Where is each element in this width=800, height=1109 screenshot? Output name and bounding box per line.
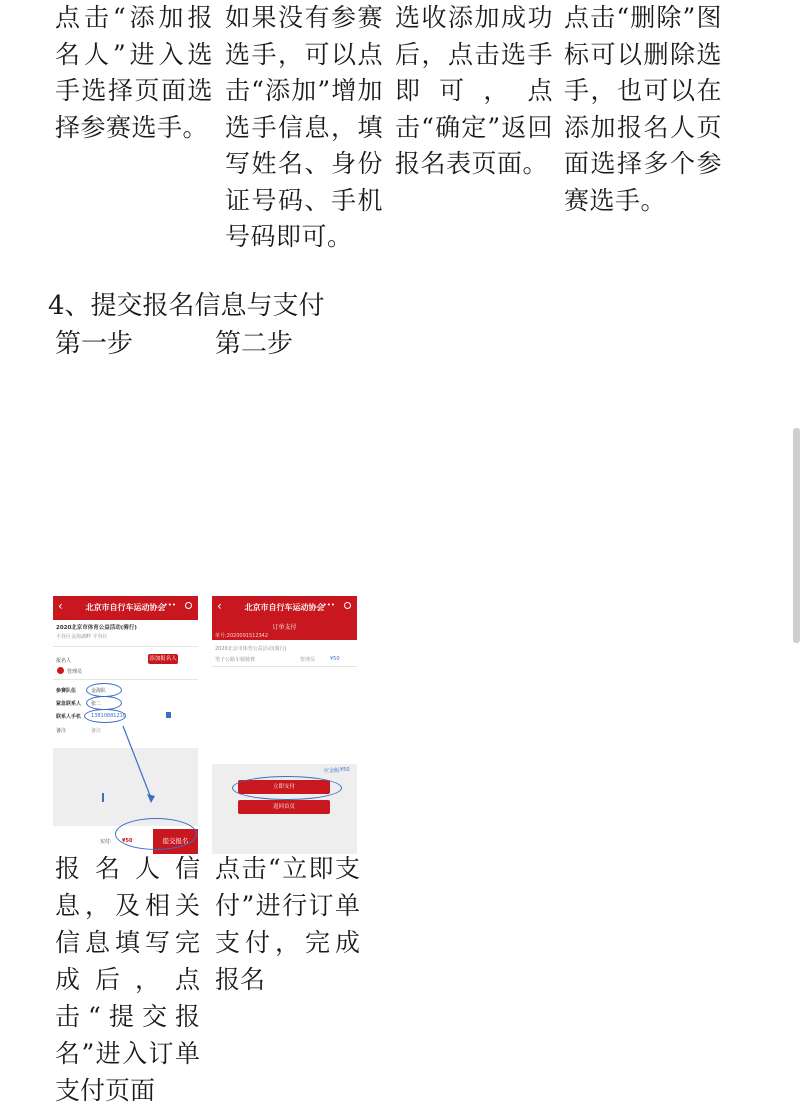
instruction-column-3: 选收添加成功后，点击选手即可，点击“确定”返回报名表页面。 [395,3,553,178]
contact-label: 紧急联系人 [56,701,82,707]
remark-label: 备注 [56,728,67,734]
event-title: 2020北京市体育公益活动(骑行) [56,625,137,631]
more-icon: ••• [322,601,335,609]
add-registrant-button: 添加报名人 [149,656,177,662]
record-icon [344,602,351,609]
item-price: ¥50 [330,656,340,662]
subheader: 订单支付 [272,624,297,631]
app-title: 北京市自行车运动协会 [85,603,166,612]
registrant-label: 报名人 [56,658,72,664]
item-person: 管理员 [300,657,316,663]
instruction-column-2: 如果没有参赛选手，可以点击“添加”增加选手信息，填写姓名、身份证号码、手机号码即可。 [225,3,383,251]
total-label: 应金额: [324,768,341,774]
remark-value: 备注 [91,728,102,734]
annotation-circle [232,776,342,800]
item-name: 男子公路车骑骑赛 [215,657,256,663]
team-value: 金海队 [91,688,107,694]
pay-now-button: 立即支付 [238,780,330,794]
back-icon: ‹ [58,599,63,613]
step-1-label: 第一步 [55,329,134,359]
event-subtitle: 平谷区金海湖畔 平谷区 [56,634,108,640]
more-icon: ••• [163,601,176,609]
instruction-column-1: 点击“添加报名人”进入选手选择页面选择参赛选手。 [55,3,213,142]
total-value: ¥50 [122,838,133,844]
annotation-arrow [53,596,198,854]
scrollbar[interactable] [793,428,800,643]
step-2-caption: 点击“立即支付”进行订单支付，完成报名 [215,854,360,994]
section-title: 4、提交报名信息与支付 [48,291,325,321]
order-number: 单号:2020091512342 [215,633,269,639]
divider [212,666,357,667]
return-home-button: 返回首页 [238,800,330,814]
submit-registration-button: 提交报名 [153,829,198,854]
team-label: 参赛队伍 [56,688,77,694]
annotation-circle [115,818,197,850]
instruction-column-4: 点击“删除”图标可以删除选手，也可以在添加报名人页面选择多个参赛选手。 [564,3,722,215]
total-value: ¥50 [340,767,350,773]
total-label: 实付: [100,839,112,845]
phone-value: 13810881210 [91,713,126,719]
registration-form-screenshot [53,596,198,854]
back-icon: ‹ [217,599,222,613]
step-1-caption: 报名人信息，及相关信息填写完成后，点击“提交报名”进入订单支付页面 [55,854,200,1105]
contact-value: 张二 [91,701,102,707]
event-title: 2020北京市体育公益活动(骑行) [215,646,287,652]
registrant-name: 管理员 [67,669,83,675]
app-title: 北京市自行车运动协会 [244,603,325,612]
order-payment-screenshot [212,596,357,854]
step-2-label: 第二步 [215,329,294,359]
phone-label: 联系人手机 [56,714,82,720]
